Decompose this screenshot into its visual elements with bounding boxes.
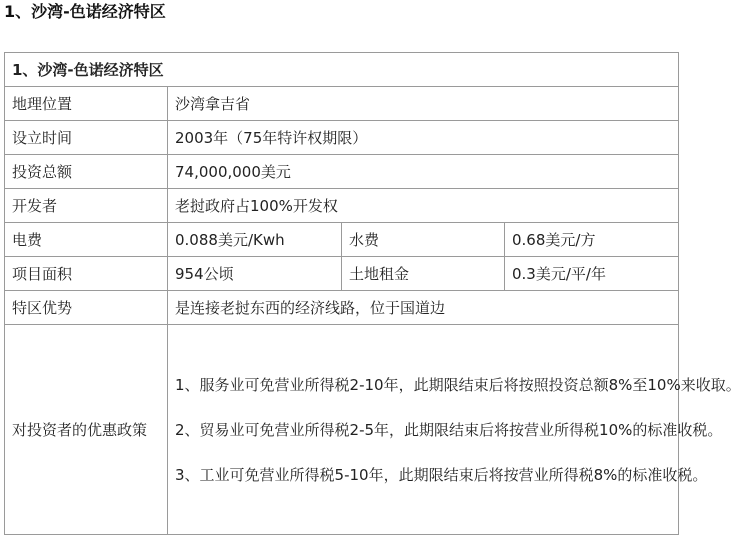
table-row-location: [5, 87, 679, 121]
table-title: 1、沙湾-色诺经济特区: [5, 53, 679, 87]
policy-item-3: 3、工业可免营业所得税5-10年，此期限结束后将按营业所得税8%的标准收税。: [175, 465, 708, 484]
advantage-label: 特区优势: [5, 291, 168, 325]
area-value: 954公顷: [168, 257, 342, 291]
table-row-established: [5, 121, 679, 155]
water-label: 水费: [342, 223, 505, 257]
table-row-investment: [5, 155, 679, 189]
developer-value: 老挝政府占100%开发权: [168, 189, 679, 223]
table-row-utilities: [5, 223, 679, 257]
location-label: 地理位置: [5, 87, 168, 121]
water-value: 0.68美元/方: [505, 223, 679, 257]
table-row-advantage: [5, 291, 679, 325]
table-row-developer: [5, 189, 679, 223]
table-row-policy: [5, 325, 679, 535]
policy-item-1: 1、服务业可免营业所得税2-10年，此期限结束后将按照投资总额8%至10%来收取。: [175, 375, 741, 394]
advantage-value: 是连接老挝东西的经济线路，位于国道边: [168, 291, 679, 325]
page-title: 1、沙湾-色诺经济特区: [4, 2, 166, 21]
policy-list: [168, 325, 741, 535]
investment-value: 74,000,000美元: [168, 155, 679, 189]
rent-value: 0.3美元/平/年: [505, 257, 679, 291]
policy-label: 对投资者的优惠政策: [5, 325, 168, 535]
investment-label: 投资总额: [5, 155, 168, 189]
zone-info-table: [4, 52, 741, 535]
area-label: 项目面积: [5, 257, 168, 291]
electricity-label: 电费: [5, 223, 168, 257]
developer-label: 开发者: [5, 189, 168, 223]
table-row-area: [5, 257, 679, 291]
rent-label: 土地租金: [342, 257, 505, 291]
location-value: 沙湾拿吉省: [168, 87, 679, 121]
electricity-value: 0.088美元/Kwh: [168, 223, 342, 257]
policy-item-2: 2、贸易业可免营业所得税2-5年，此期限结束后将按营业所得税10%的标准收税。: [175, 420, 723, 439]
established-value: 2003年（75年特许权期限）: [168, 121, 679, 155]
table-title-row: [5, 53, 679, 87]
established-label: 设立时间: [5, 121, 168, 155]
